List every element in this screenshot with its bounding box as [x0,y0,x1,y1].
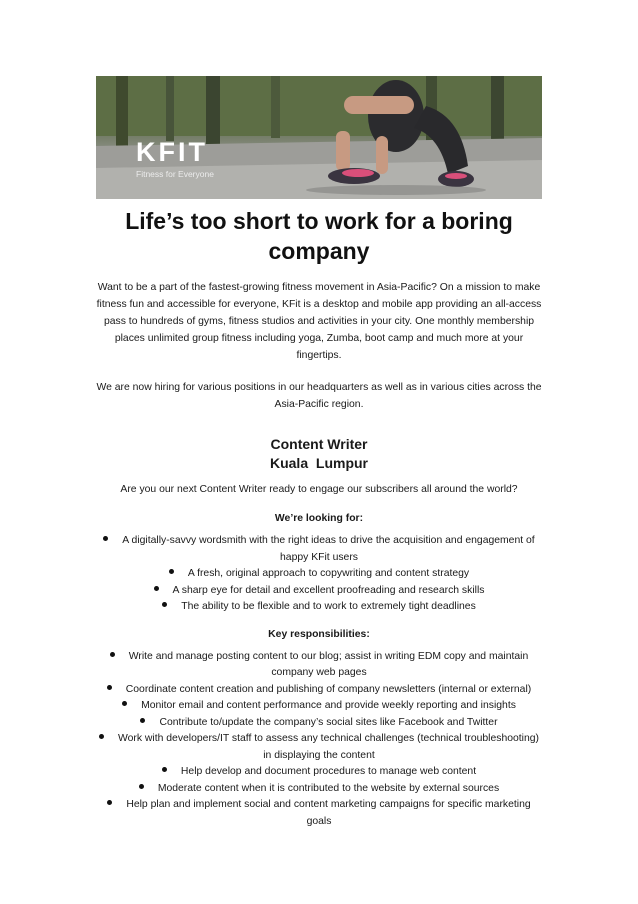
bullet-icon [169,569,174,574]
bullet-icon [140,718,145,723]
list-item: A digitally-savvy wordsmith with the right ideas to drive the acquisition and engagement of happy KFit users [96,533,542,566]
list-item: Coordinate content creation and publishing of company newsletters (internal or external) [96,682,542,699]
headline-line1: Life’s too short to work for a boring [125,208,513,234]
kfit-logo [136,136,256,186]
bullet-icon [107,800,112,805]
bullet-icon [107,685,112,690]
list-item: Work with developers/IT staff to assess any technical challenges (technical troubleshooting) in displaying the content [96,731,542,764]
looking-for-list [96,533,542,616]
job-title: Content Writer [270,436,368,452]
headline-line2: company [268,238,370,264]
list-item: Write and manage posting content to our blog; assist in writing EDM copy and maintain company web pages [96,649,542,682]
bullet-icon [162,602,167,607]
job-location: Kuala Lumpur [269,455,368,471]
hiring-paragraph: We are now hiring for various positions in our headquarters as well as in various cities across the Asia-Pacific region. [96,382,542,410]
list-item: Help plan and implement social and content marketing campaigns for specific marketing goals [96,797,542,830]
responsibilities-heading: Key responsibilities: [268,628,370,640]
looking-for-heading: We’re looking for: [274,513,364,524]
list-item: The ability to be flexible and to work to extremely tight deadlines [96,599,542,616]
bullet-icon [139,784,144,789]
job-heading [96,435,542,473]
list-item: Contribute to/update the company’s social sites like Facebook and Twitter [96,715,542,732]
logo-text: KFIT [136,137,208,167]
job-posting [96,200,542,830]
bullet-icon [110,652,115,657]
bullet-icon [103,536,108,541]
bullet-icon [122,701,127,706]
list-item: Help develop and document procedures to manage web content [96,764,542,781]
list-item: Monitor email and content performance and provide weekly reporting and insights [96,698,542,715]
list-item: Moderate content when it is contributed to the website by external sources [96,781,542,798]
headline [96,206,542,266]
bullet-icon [99,734,104,739]
list-item: A sharp eye for detail and excellent proofreading and research skills [96,583,542,600]
hero-banner-image [96,76,542,199]
list-item: A fresh, original approach to copywriting and content strategy [96,566,542,583]
responsibilities-list [96,649,542,831]
logo-tagline: Fitness for Everyone [136,169,214,179]
bullet-icon [162,767,167,772]
question-text: Are you our next Content Writer ready to engage our subscribers all around the world? [120,484,518,495]
intro-paragraph: Want to be a part of the fastest-growing fitness movement in Asia-Pacific? On a mission to make fitness fun and accessible for everyone, KFit is a desktop and mobile app providing an all-access pass to hundreds of gyms, fitness studios and activities in your city. One monthly membership places unlimited group fitness including yoga, Zumba, boot camp and much more at your fingertips. [96,282,542,361]
bullet-icon [154,586,159,591]
